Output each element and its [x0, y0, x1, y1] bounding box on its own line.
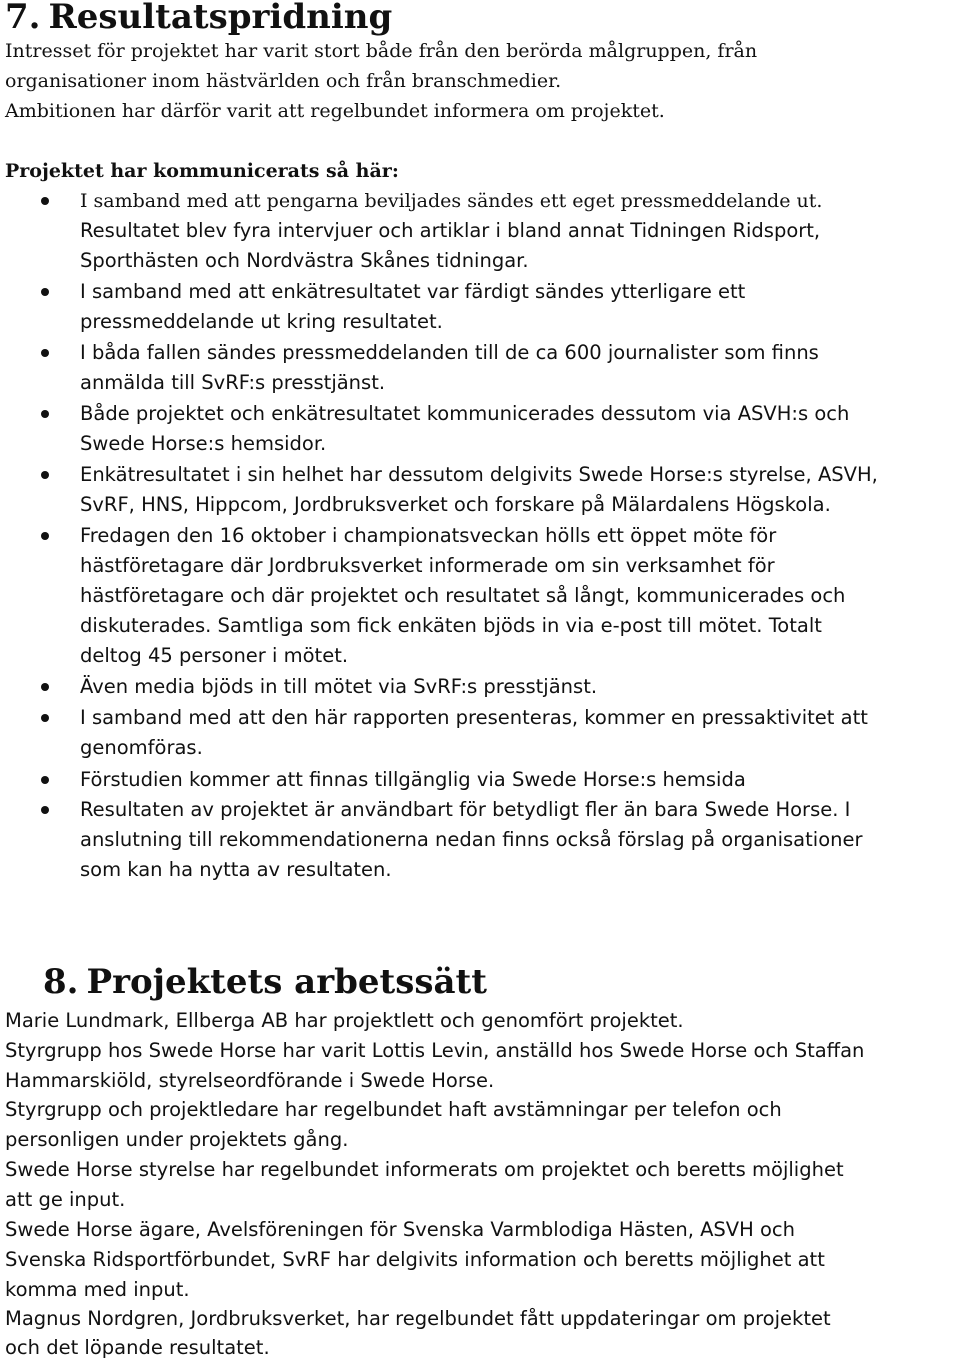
list-item-line: anslutning till rekommendationerna nedan finns också förslag på organisationer — [80, 828, 863, 851]
list-item-line: som kan ha nytta av resultaten. — [80, 858, 392, 881]
bullet-icon — [41, 532, 49, 540]
section-8-title: Projektets arbetssätt — [86, 962, 487, 1002]
list-item-line: Även media bjöds in till mötet via SvRF:s presstjänst. — [80, 675, 598, 698]
list-item-line: pressmeddelande ut kring resultatet. — [80, 310, 443, 333]
paragraph-line: att ge input. — [5, 1188, 126, 1211]
communication-subheading: Projektet har kommunicerats så här: — [5, 160, 399, 182]
list-item-line: hästföretagare och där projektet och resultatet så långt, kommunicerades och — [80, 584, 846, 607]
paragraph-line: Styrgrupp och projektledare har regelbundet haft avstämningar per telefon och — [5, 1098, 782, 1121]
paragraph-line: Swede Horse styrelse har regelbundet informerats om projektet och beretts möjlighet — [5, 1158, 844, 1181]
list-item-line: Förstudien kommer att finnas tillgänglig via Swede Horse:s hemsida — [80, 768, 746, 791]
intro-line: Ambitionen har därför varit att regelbundet informera om projektet. — [5, 100, 665, 122]
paragraph-line: Svenska Ridsportförbundet, SvRF har delgivits information och beretts möjlighet att — [5, 1248, 825, 1271]
list-item-line: I samband med att den här rapporten presenteras, kommer en pressaktivitet att — [80, 706, 868, 729]
intro-line: Intresset för projektet har varit stort både från den berörda målgruppen, från — [5, 40, 758, 62]
section-8-number: 8. — [43, 962, 79, 1002]
list-item-line: anmälda till SvRF:s presstjänst. — [80, 371, 386, 394]
section-7-title: Resultatspridning — [48, 0, 393, 37]
list-item-line: I samband med att enkätresultatet var färdigt sändes ytterligare ett — [80, 280, 746, 303]
bullet-icon — [41, 714, 49, 722]
paragraph-line: Swede Horse ägare, Avelsföreningen för Svenska Varmblodiga Hästen, ASVH och — [5, 1218, 796, 1241]
section-7-heading — [5, 0, 393, 37]
list-item-line: Resultatet blev fyra intervjuer och artiklar i bland annat Tidningen Ridsport, — [80, 219, 821, 242]
list-item-line: Fredagen den 16 oktober i championatsveckan hölls ett öppet möte för — [80, 524, 777, 547]
list-item-line: I båda fallen sändes pressmeddelanden till de ca 600 journalister som finns — [80, 341, 819, 364]
section-8-heading — [43, 962, 487, 1002]
bullet-icon — [41, 410, 49, 418]
paragraph-line: och det löpande resultatet. — [5, 1336, 270, 1359]
list-item-line: deltog 45 personer i mötet. — [80, 644, 349, 667]
bullet-icon — [41, 349, 49, 357]
list-item-line: Sporthästen och Nordvästra Skånes tidningar. — [80, 249, 529, 272]
paragraph-line: komma med input. — [5, 1278, 190, 1301]
bullet-icon — [41, 806, 49, 814]
list-item-line: hästföretagare där Jordbruksverket informerade om sin verksamhet för — [80, 554, 775, 577]
bullet-icon — [41, 776, 49, 784]
paragraph-line: Marie Lundmark, Ellberga AB har projektlett och genomfört projektet. — [5, 1009, 684, 1032]
section-7-number: 7. — [5, 0, 41, 37]
bullet-icon — [41, 288, 49, 296]
list-item-line: Både projektet och enkätresultatet kommunicerades dessutom via ASVH:s och — [80, 402, 850, 425]
list-item-line: Swede Horse:s hemsidor. — [80, 432, 327, 455]
intro-line: organisationer inom hästvärlden och från branschmedier. — [5, 70, 562, 92]
list-item-line: I samband med att pengarna beviljades sändes ett eget pressmeddelande ut. — [80, 190, 823, 212]
list-item-line: Enkätresultatet i sin helhet har dessutom delgivits Swede Horse:s styrelse, ASVH, — [80, 463, 878, 486]
paragraph-line: Hammarskiöld, styrelseordförande i Swede Horse. — [5, 1069, 495, 1092]
paragraph-line: Styrgrupp hos Swede Horse har varit Lottis Levin, anställd hos Swede Horse och Staffan — [5, 1039, 865, 1062]
list-item-line: genomföras. — [80, 736, 203, 759]
bullet-icon — [41, 683, 49, 691]
list-item-line: Resultaten av projektet är användbart för betydligt fler än bara Swede Horse. I — [80, 798, 851, 821]
paragraph-line: Magnus Nordgren, Jordbruksverket, har regelbundet fått uppdateringar om projektet — [5, 1307, 831, 1330]
bullet-icon — [41, 197, 49, 205]
list-item-line: SvRF, HNS, Hippcom, Jordbruksverket och forskare på Mälardalens Högskola. — [80, 493, 831, 516]
bullet-icon — [41, 471, 49, 479]
list-item-line: diskuterades. Samtliga som fick enkäten bjöds in via e-post till mötet. Totalt — [80, 614, 822, 637]
paragraph-line: personligen under projektets gång. — [5, 1128, 349, 1151]
